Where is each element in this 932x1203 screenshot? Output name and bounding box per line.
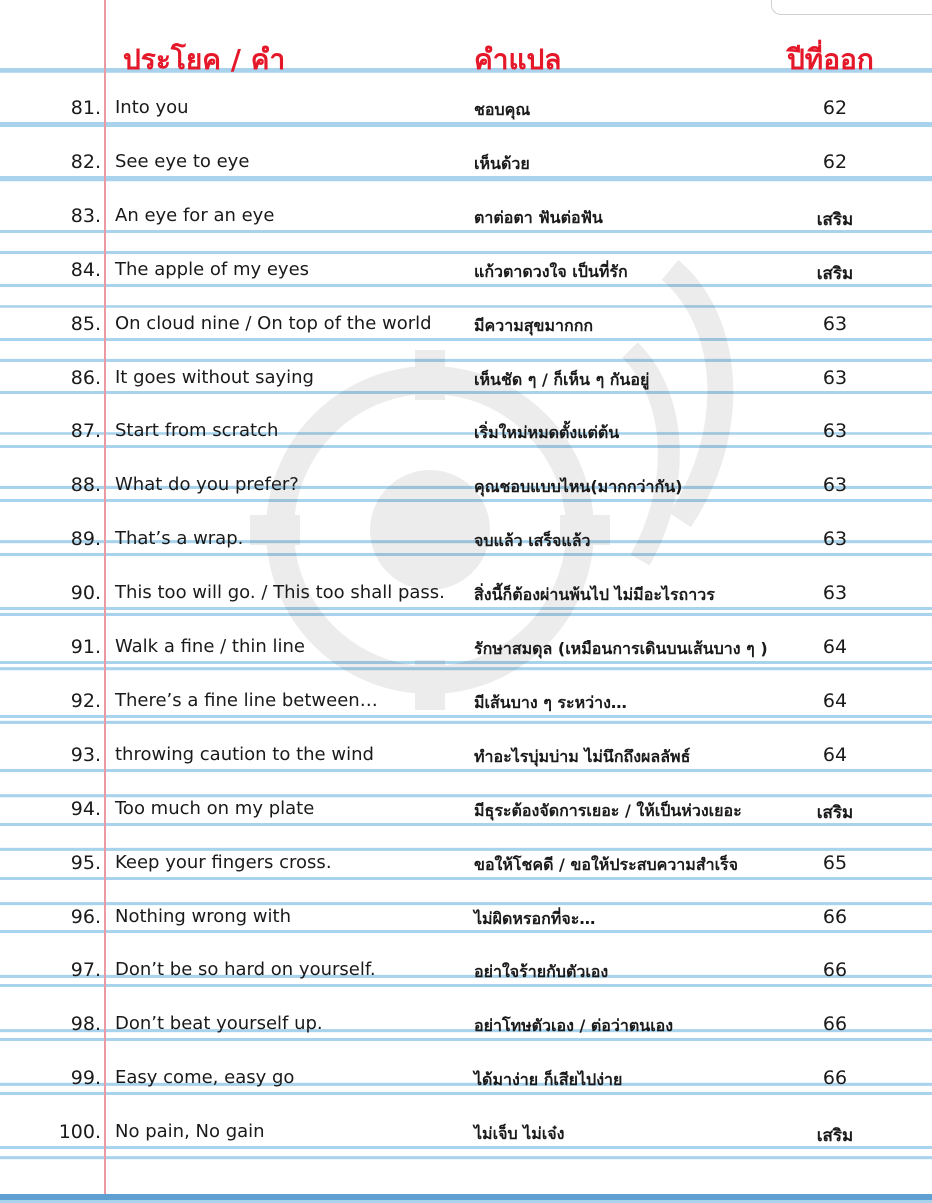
row-year: 66 xyxy=(822,1067,848,1089)
row-year: เสริม xyxy=(816,803,854,823)
row-year: 63 xyxy=(822,420,848,442)
row-translation: เริ่มใหม่หมดตั้งแต่ต้น xyxy=(474,423,620,442)
list-item xyxy=(0,798,932,828)
row-number: 87. xyxy=(70,420,101,442)
row-translation: สิ่งนี้ก็ต้องผ่านพ้นไป ไม่มีอะไรถาวร xyxy=(474,585,715,604)
row-phrase: The apple of my eyes xyxy=(115,259,310,280)
header-phrase: ประโยค / คำ xyxy=(123,43,286,76)
row-number: 83. xyxy=(70,205,101,227)
row-number: 100. xyxy=(58,1121,101,1143)
row-phrase: Too much on my plate xyxy=(115,798,315,819)
header-year: ปีที่ออก xyxy=(787,43,874,76)
row-year: 63 xyxy=(822,528,848,550)
list-item xyxy=(0,690,932,720)
row-phrase: On cloud nine / On top of the world xyxy=(115,313,432,334)
row-number: 93. xyxy=(70,744,101,766)
list-item xyxy=(0,852,932,882)
row-phrase: Walk a fine / thin line xyxy=(115,636,305,657)
row-translation: ชอบคุณ xyxy=(474,100,531,119)
row-phrase: Easy come, easy go xyxy=(115,1067,295,1088)
list-item xyxy=(0,205,932,235)
row-phrase: No pain, No gain xyxy=(115,1121,265,1142)
row-year: เสริม xyxy=(816,264,854,284)
row-number: 89. xyxy=(70,528,101,550)
row-translation: ไม่เจ็บ ไม่เจ๋ง xyxy=(474,1124,565,1143)
row-number: 97. xyxy=(70,959,101,981)
row-translation: มีเส้นบาง ๆ ระหว่าง… xyxy=(474,693,627,712)
row-number: 90. xyxy=(70,582,101,604)
list-item xyxy=(0,313,932,343)
row-number: 85. xyxy=(70,313,101,335)
row-number: 94. xyxy=(70,798,101,820)
list-item xyxy=(0,1067,932,1097)
row-translation: ขอให้โชคดี / ขอให้ประสบความสำเร็จ xyxy=(474,855,739,874)
row-number: 86. xyxy=(70,367,101,389)
row-translation: รักษาสมดุล (เหมือนการเดินบนเส้นบาง ๆ ) xyxy=(474,639,768,658)
row-phrase: See eye to eye xyxy=(115,151,250,172)
row-phrase: That’s a wrap. xyxy=(115,528,244,549)
row-number: 81. xyxy=(70,97,101,119)
row-year: 63 xyxy=(822,474,848,496)
list-item xyxy=(0,1121,932,1151)
page-corner-tab xyxy=(771,0,932,15)
list-item xyxy=(0,959,932,989)
row-translation: จบแล้ว เสร็จแล้ว xyxy=(474,531,591,550)
row-phrase: Keep your fingers cross. xyxy=(115,852,332,873)
row-year: 63 xyxy=(822,367,848,389)
row-phrase: An eye for an eye xyxy=(115,205,275,226)
row-year: 62 xyxy=(822,97,848,119)
row-number: 88. xyxy=(70,474,101,496)
row-year: เสริม xyxy=(816,1126,854,1146)
row-translation: เห็นชัด ๆ / ก็เห็น ๆ กันอยู่ xyxy=(474,370,650,389)
row-phrase: It goes without saying xyxy=(115,367,314,388)
row-number: 98. xyxy=(70,1013,101,1035)
row-phrase: This too will go. / This too shall pass. xyxy=(115,582,445,603)
row-phrase: What do you prefer? xyxy=(115,474,299,495)
row-number: 84. xyxy=(70,259,101,281)
row-year: 64 xyxy=(822,636,848,658)
list-item xyxy=(0,151,932,181)
list-item xyxy=(0,474,932,504)
row-number: 99. xyxy=(70,1067,101,1089)
row-year: 63 xyxy=(822,582,848,604)
row-number: 96. xyxy=(70,906,101,928)
row-phrase: Into you xyxy=(115,97,189,118)
list-item xyxy=(0,367,932,397)
row-translation: มีความสุขมากกก xyxy=(474,316,594,335)
row-translation: ได้มาง่าย ก็เสียไปง่าย xyxy=(474,1070,623,1089)
row-year: 64 xyxy=(822,744,848,766)
row-translation: อย่าโทษตัวเอง / ต่อว่าตนเอง xyxy=(474,1016,674,1035)
row-translation: คุณชอบแบบไหน(มากกว่ากัน) xyxy=(474,477,683,496)
row-phrase: Don’t beat yourself up. xyxy=(115,1013,323,1034)
row-translation: อย่าใจร้ายกับตัวเอง xyxy=(474,962,609,981)
row-phrase: Don’t be so hard on yourself. xyxy=(115,959,376,980)
row-phrase: Start from scratch xyxy=(115,420,279,441)
row-translation: ตาต่อตา ฟันต่อฟัน xyxy=(474,208,603,227)
list-item xyxy=(0,906,932,936)
row-year: 62 xyxy=(822,151,848,173)
row-number: 82. xyxy=(70,151,101,173)
row-phrase: There’s a fine line between… xyxy=(115,690,378,711)
list-item xyxy=(0,582,932,612)
row-translation: ไม่ผิดหรอกที่จะ… xyxy=(474,909,596,928)
row-year: เสริม xyxy=(816,210,854,230)
list-item xyxy=(0,744,932,774)
row-year: 65 xyxy=(822,852,848,874)
row-year: 64 xyxy=(822,690,848,712)
row-year: 66 xyxy=(822,959,848,981)
row-number: 92. xyxy=(70,690,101,712)
list-item xyxy=(0,97,932,127)
list-item xyxy=(0,636,932,666)
row-phrase: Nothing wrong with xyxy=(115,906,291,927)
list-item xyxy=(0,1013,932,1043)
list-item xyxy=(0,259,932,289)
list-item xyxy=(0,420,932,450)
row-translation: มีธุระต้องจัดการเยอะ / ให้เป็นห่วงเยอะ xyxy=(474,801,742,820)
row-year: 63 xyxy=(822,313,848,335)
column-header xyxy=(0,38,932,82)
row-year: 66 xyxy=(822,1013,848,1035)
row-year: 66 xyxy=(822,906,848,928)
row-number: 95. xyxy=(70,852,101,874)
header-translation: คำแปล xyxy=(474,43,562,76)
row-phrase: throwing caution to the wind xyxy=(115,744,374,765)
list-item xyxy=(0,528,932,558)
row-translation: เห็นด้วย xyxy=(474,154,530,173)
bottom-bar xyxy=(0,1194,932,1200)
row-translation: แก้วตาดวงใจ เป็นที่รัก xyxy=(474,262,628,281)
row-number: 91. xyxy=(70,636,101,658)
row-translation: ทำอะไรบุ่มบ่าม ไม่นึกถึงผลลัพธ์ xyxy=(474,747,691,766)
